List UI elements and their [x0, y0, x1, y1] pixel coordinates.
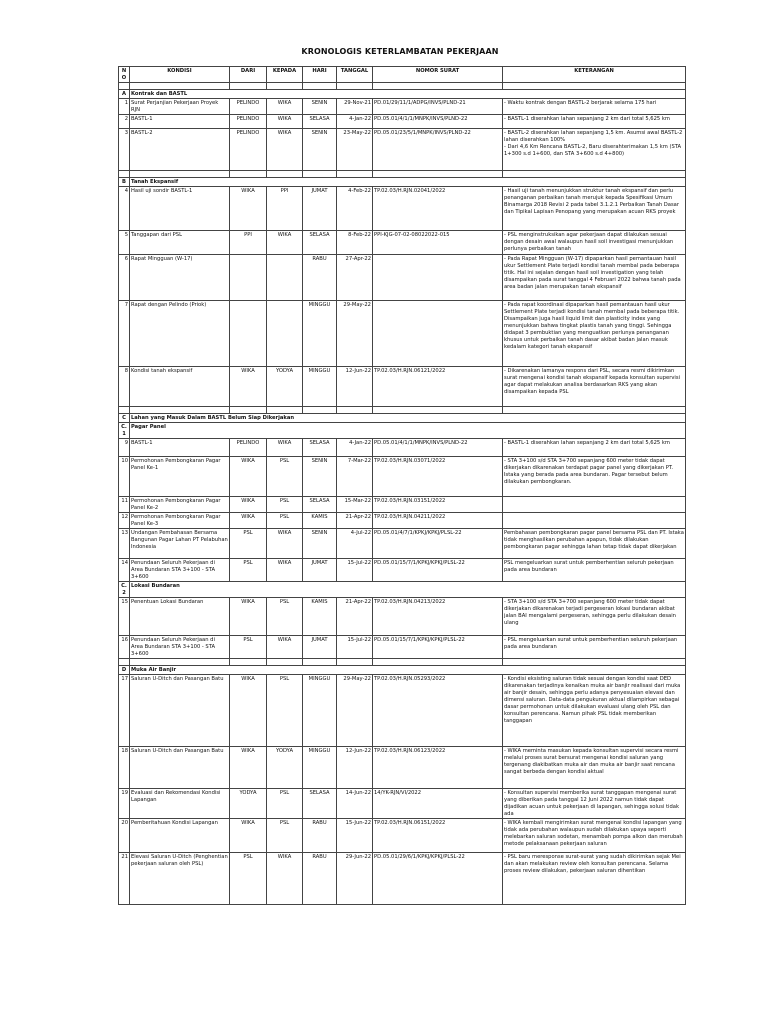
col-header-dari: DARI: [230, 67, 267, 83]
table-row: [119, 99, 686, 115]
kondisi-cell: Surat Perjanjian Pekerjaan Proyek RJN: [130, 99, 230, 115]
kepada-cell: WIKA: [267, 529, 303, 559]
hari-cell: SELASA: [303, 439, 337, 457]
section-header: [119, 414, 686, 423]
row-number: 3: [119, 129, 130, 171]
nomor-surat-cell: TP.02.03/H.RJN.02041/2022: [373, 187, 503, 231]
kondisi-cell: BASTL-2: [130, 129, 230, 171]
keterangan-cell: [503, 789, 686, 819]
row-number: 12: [119, 513, 130, 529]
row-number: 21: [119, 853, 130, 905]
dari-cell: [230, 255, 267, 301]
dari-cell: WIKA: [230, 187, 267, 231]
subsection-header-title: Pagar Panel: [130, 423, 686, 439]
subsection-header: [119, 423, 686, 439]
hari-cell: RABU: [303, 255, 337, 301]
keterangan-line: Pembahasan pembongkaran pagar panel bersama PSL dan PT. Istaka tidak menghasilkan perubahan apapun, tidak dilakukan pembongkaran pagar sehingga lahan tetap tidak dapat dikerjakan: [504, 530, 684, 550]
hari-cell: JUMAT: [303, 559, 337, 582]
keterangan-cell: [503, 301, 686, 367]
table-row: [119, 129, 686, 171]
keterangan-line: - Dari 4,6 Km Rencana BASTL-2, Baru diserahterimakan 1,5 km (STA 1+300 s.d 1+600, dan STA 3+600 s.d 4+800): [504, 144, 682, 157]
nomor-surat-cell: TP.02.03/H.RJN.06121/2022: [373, 367, 503, 407]
hari-cell: SELASA: [303, 115, 337, 129]
col-header-keterangan: KETERANGAN: [503, 67, 686, 83]
row-number: 11: [119, 497, 130, 513]
keterangan-line: - WIKA kembali mengirimkan surat mengenai kondisi lapangan yang tidak ada perubahan walaupun sudah dilakukan upaya seperti melebarkan saluran sodetan, menambah pompa alkon dan merubah metode pelaksanaan pekerjaan saluran: [504, 820, 683, 847]
keterangan-line: - PSL baru meresponse surat-surat yang sudah dikirimkan sejak Mei dan akan melakukan review oleh konsultan perencana. Selama proses review dilakukan, pekerjaan saluran dihentikan: [504, 854, 681, 874]
kondisi-cell: Permohonan Pembongkaran Pagar Panel Ke-1: [130, 457, 230, 497]
nomor-surat-cell: PD.01/29/11/1/ADPG/INVS/PLND-21: [373, 99, 503, 115]
subsection-header: [119, 582, 686, 598]
table-row: [119, 439, 686, 457]
row-number: 18: [119, 747, 130, 789]
keterangan-line: - Hasil uji tanah menunjukkan struktur tanah ekspansif dan perlu penanganan perbaikan tanah merujuk kepada Spesifikasi Umum Binamarga 2018 Revisi 2 pada tabel 3.1.2.1 Perbaikan Tanah Dasar dan Tipikal Lapisan Penopang yang merupakan acuan RKS proyek: [504, 188, 679, 215]
kepada-cell: [267, 255, 303, 301]
kondisi-cell: Tanggapan dari PSL: [130, 231, 230, 255]
tanggal-cell: 15-Mar-22: [337, 497, 373, 513]
dari-cell: PSL: [230, 529, 267, 559]
section-header: [119, 90, 686, 99]
keterangan-cell: [503, 513, 686, 529]
spacer-row: [119, 659, 686, 666]
kondisi-cell: Permohonan Pembongkaran Pagar Panel Ke-3: [130, 513, 230, 529]
nomor-surat-cell: PD.05.01/4/1/1/MNPK/INVS/PLND-22: [373, 439, 503, 457]
keterangan-line: - WIKA meminta masukan kepada konsultan supervisi secara resmi melalui proses surat bersurat mengenai kondisi saluran yang tergenang diakibatkan muka air dan muka air banjir saat rencana sangat berbeda dengan kondisi aktual: [504, 748, 679, 775]
dari-cell: YODYA: [230, 789, 267, 819]
table-row: [119, 457, 686, 497]
table-row: [119, 747, 686, 789]
dari-cell: PELINDO: [230, 99, 267, 115]
nomor-surat-cell: [373, 255, 503, 301]
table-row: [119, 115, 686, 129]
subsection-header-code: C.1: [119, 423, 130, 439]
dari-cell: WIKA: [230, 513, 267, 529]
nomor-surat-cell: 14/YK-RJN/VI/2022: [373, 789, 503, 819]
tanggal-cell: 27-Apr-22: [337, 255, 373, 301]
dari-cell: PELINDO: [230, 129, 267, 171]
keterangan-cell: [503, 598, 686, 636]
hari-cell: KAMIS: [303, 513, 337, 529]
kondisi-cell: Undangan Pembahasan Bersama Bangunan Pagar Lahan PT Pelabuhan Indonesia: [130, 529, 230, 559]
table-row: [119, 529, 686, 559]
kepada-cell: WIKA: [267, 99, 303, 115]
keterangan-cell: [503, 129, 686, 171]
nomor-surat-cell: PD.05.01/23/5/1/MNPK/INVS/PLND-22: [373, 129, 503, 171]
keterangan-line: - BASTL-1 diserahkan lahan sepanjang 2 km dari total 5,625 km: [504, 440, 670, 446]
row-number: 16: [119, 636, 130, 659]
dari-cell: WIKA: [230, 457, 267, 497]
nomor-surat-cell: PD.05.01/29/6/1/KPKJ/KPKJ/PLSL-22: [373, 853, 503, 905]
keterangan-cell: [503, 853, 686, 905]
row-number: 20: [119, 819, 130, 853]
keterangan-line: - PSL mengeluarkan surat untuk pemberhentian seluruh pekerjaan pada area bundaran: [504, 637, 678, 650]
kepada-cell: PSL: [267, 819, 303, 853]
row-number: 4: [119, 187, 130, 231]
dari-cell: PSL: [230, 559, 267, 582]
kepada-cell: WIKA: [267, 559, 303, 582]
row-number: 6: [119, 255, 130, 301]
nomor-surat-cell: [373, 301, 503, 367]
subsection-header-code: C.2: [119, 582, 130, 598]
kondisi-cell: Evaluasi dan Rekomendasi Kondisi Lapangan: [130, 789, 230, 819]
kondisi-cell: Elevasi Saluran U-Ditch (Penghentian pekerjaan saluran oleh PSL): [130, 853, 230, 905]
section-header-code: B: [119, 178, 130, 187]
table-row: [119, 231, 686, 255]
hari-cell: SELASA: [303, 231, 337, 255]
tanggal-cell: 21-Apr-22: [337, 598, 373, 636]
dari-cell: WIKA: [230, 367, 267, 407]
kepada-cell: PSL: [267, 675, 303, 747]
dari-cell: PELINDO: [230, 115, 267, 129]
keterangan-line: - STA 3+100 s/d STA 3+700 sepanjang 600 meter tidak dapat dikerjakan dikarenakan terdapat pagar panel yang dikerjakan PT. Istaka yang berada pada area bundaran. Pagar tersebut belum dilakukan pembongkaran.: [504, 458, 674, 485]
tanggal-cell: 12-Jun-22: [337, 367, 373, 407]
chronology-sheet: [118, 66, 685, 905]
row-number: 9: [119, 439, 130, 457]
nomor-surat-cell: PD.05.01/15/7/1/KPKJ/KPKJ/PLSL-22: [373, 636, 503, 659]
spacer-row: [119, 407, 686, 414]
tanggal-cell: 4-Jan-22: [337, 115, 373, 129]
kondisi-cell: Hasil uji sondir BASTL-1: [130, 187, 230, 231]
spacer-row: [119, 171, 686, 178]
kondisi-cell: BASTL-1: [130, 439, 230, 457]
kepada-cell: WIKA: [267, 439, 303, 457]
keterangan-cell: [503, 636, 686, 659]
col-header-kondisi: KONDISI: [130, 67, 230, 83]
tanggal-cell: 8-Feb-22: [337, 231, 373, 255]
tanggal-cell: 21-Apr-22: [337, 513, 373, 529]
tanggal-cell: 23-May-22: [337, 129, 373, 171]
dari-cell: WIKA: [230, 675, 267, 747]
section-header: [119, 178, 686, 187]
row-number: 13: [119, 529, 130, 559]
keterangan-cell: [503, 187, 686, 231]
table-row: [119, 513, 686, 529]
nomor-surat-cell: PD.05.01/4/7/1/KPKJ/KPKJ/PLSL-22: [373, 529, 503, 559]
hari-cell: MINGGU: [303, 675, 337, 747]
keterangan-line: - Waktu kontrak dengan BASTL-2 berjarak selama 175 hari: [504, 100, 657, 106]
section-header-title: Tanah Ekspansif: [130, 178, 686, 187]
keterangan-cell: [503, 255, 686, 301]
tanggal-cell: 29-May-22: [337, 301, 373, 367]
hari-cell: KAMIS: [303, 598, 337, 636]
hari-cell: JUMAT: [303, 187, 337, 231]
row-number: 7: [119, 301, 130, 367]
kepada-cell: PSL: [267, 497, 303, 513]
table-row: [119, 367, 686, 407]
keterangan-cell: [503, 439, 686, 457]
kondisi-cell: Penentuan Lokasi Bundaran: [130, 598, 230, 636]
tanggal-cell: 15-Jun-22: [337, 819, 373, 853]
kondisi-cell: Kondisi tanah ekspansif: [130, 367, 230, 407]
kepada-cell: PSL: [267, 457, 303, 497]
tanggal-cell: 15-Jul-22: [337, 559, 373, 582]
table-row: [119, 675, 686, 747]
row-number: 2: [119, 115, 130, 129]
header-row: [119, 67, 686, 83]
kondisi-cell: Rapat Mingguan (W-17): [130, 255, 230, 301]
hari-cell: MINGGU: [303, 747, 337, 789]
keterangan-cell: [503, 675, 686, 747]
section-header-code: A: [119, 90, 130, 99]
dari-cell: WIKA: [230, 819, 267, 853]
hari-cell: RABU: [303, 853, 337, 905]
tanggal-cell: 14-Jun-22: [337, 789, 373, 819]
tanggal-cell: 15-Jul-22: [337, 636, 373, 659]
keterangan-cell: [503, 231, 686, 255]
kepada-cell: PSL: [267, 598, 303, 636]
kepada-cell: PPI: [267, 187, 303, 231]
col-header-kepada: KEPADA: [267, 67, 303, 83]
kepada-cell: WIKA: [267, 636, 303, 659]
kepada-cell: [267, 301, 303, 367]
row-number: 1: [119, 99, 130, 115]
row-number: 14: [119, 559, 130, 582]
dari-cell: PSL: [230, 636, 267, 659]
table-row: [119, 255, 686, 301]
hari-cell: SELASA: [303, 789, 337, 819]
kepada-cell: PSL: [267, 513, 303, 529]
section-header-title: Lahan yang Masuk Dalam BASTL Belum Siap Dikerjakan: [130, 414, 686, 423]
tanggal-cell: 29-Jun-22: [337, 853, 373, 905]
row-number: 5: [119, 231, 130, 255]
section-header: [119, 666, 686, 675]
dari-cell: WIKA: [230, 598, 267, 636]
kondisi-cell: Pemberitahuan Kondisi Lapangan: [130, 819, 230, 853]
kepada-cell: WIKA: [267, 129, 303, 171]
tanggal-cell: 29-May-22: [337, 675, 373, 747]
keterangan-cell: [503, 115, 686, 129]
table-row: [119, 497, 686, 513]
keterangan-line: - PSL menginstruksikan agar pekerjaan dapat dilakukan sesuai dengan desain awal walaupun hasil soil investigasi menunjukkan perlunya perbaikan tanah: [504, 232, 674, 252]
keterangan-cell: [503, 747, 686, 789]
keterangan-line: - Pada rapat koordinasi dipaparkan hasil pemantauan hasil ukur Settlement Plate terjadi kondisi tanah membal pada beberapa titik. Disampaikan juga hasil liquid limit dan plasticity index yang menunjukkan bahwa tingkat plastis tanah yang tinggi. Sehingga didapat 3 pembuktian yang menguatkan perlunya penanganan khusus untuk perbaikan tanah dasar akibat badan jalan masuk kedalam kategori tanah ekspansif: [504, 302, 680, 350]
section-header-title: Muka Air Banjir: [130, 666, 686, 675]
subsection-header-title: Lokasi Bundaran: [130, 582, 686, 598]
tanggal-cell: 4-Jul-22: [337, 529, 373, 559]
keterangan-line: PSL mengeluarkan surat untuk pemberhentian seluruh pekerjaan pada area bundaran: [504, 560, 674, 573]
keterangan-cell: [503, 367, 686, 407]
keterangan-line: - STA 3+100 s/d STA 3+700 sepanjang 600 meter tidak dapat dikerjakan dikarenakan terjadi pergeseran lokasi bundaran akibat jalan BAI mengalami pergeseran, sehingga perlu dilakukan desain ulang: [504, 599, 676, 626]
dari-cell: PSL: [230, 853, 267, 905]
hari-cell: SENIN: [303, 457, 337, 497]
hari-cell: MINGGU: [303, 301, 337, 367]
kondisi-cell: Saluran U-Ditch dan Pasangan Batu: [130, 675, 230, 747]
table-row: [119, 789, 686, 819]
hari-cell: SENIN: [303, 529, 337, 559]
kepada-cell: WIKA: [267, 115, 303, 129]
dari-cell: PELINDO: [230, 439, 267, 457]
dari-cell: WIKA: [230, 497, 267, 513]
keterangan-line: - Dikarenakan lamanya respons dari PSL, secara resmi dikirimkan surat mengenai kondisi tanah ekspansif kepada konsultan supervisi agar dapat melakukan analisa berdasarkan RKS yang akan disampaikan kepada PSL: [504, 368, 680, 395]
col-header-nomor-surat: NOMOR SURAT: [373, 67, 503, 83]
tanggal-cell: 12-Jun-22: [337, 747, 373, 789]
table-row: [119, 598, 686, 636]
section-header-title: Kontrak dan BASTL: [130, 90, 686, 99]
hari-cell: MINGGU: [303, 367, 337, 407]
nomor-surat-cell: TP.02.03/H.RJN.06151/2022: [373, 819, 503, 853]
dari-cell: PPI: [230, 231, 267, 255]
table-row: [119, 819, 686, 853]
col-header-hari: HARI: [303, 67, 337, 83]
nomor-surat-cell: PPI-KJG-07-02-08022022-015: [373, 231, 503, 255]
row-number: 19: [119, 789, 130, 819]
keterangan-line: - BASTL-1 diserahkan lahan sepanjang 2 km dari total 5,625 km: [504, 116, 670, 122]
kondisi-cell: Penundaan Seluruh Pekerjaan di Area Bundaran STA 3+100 - STA 3+600: [130, 559, 230, 582]
hari-cell: JUMAT: [303, 636, 337, 659]
kondisi-cell: Penundaan Seluruh Pekerjaan di Area Bundaran STA 3+100 - STA 3+600: [130, 636, 230, 659]
keterangan-cell: [503, 819, 686, 853]
chronology-table: [118, 66, 686, 905]
document-title: KRONOLOGIS KETERLAMBATAN PEKERJAAN: [301, 47, 499, 56]
keterangan-cell: [503, 559, 686, 582]
dari-cell: [230, 301, 267, 367]
table-row: [119, 301, 686, 367]
nomor-surat-cell: PD.05.01/4/1/1/MNPK/INVS/PLND-22: [373, 115, 503, 129]
section-header-code: C: [119, 414, 130, 423]
table-row: [119, 636, 686, 659]
kepada-cell: PSL: [267, 789, 303, 819]
row-number: 17: [119, 675, 130, 747]
nomor-surat-cell: TP.02.03/H.RJN.03071/2022: [373, 457, 503, 497]
col-header-tanggal: TANGGAL: [337, 67, 373, 83]
kondisi-cell: Saluran U-Ditch dan Pasangan Batu: [130, 747, 230, 789]
keterangan-line: - BASTL-2 diserahkan lahan sepanjang 1,5 km. Asumsi awal BASTL-2 lahan diserahkan 100%: [504, 130, 683, 143]
keterangan-cell: [503, 529, 686, 559]
hari-cell: SENIN: [303, 99, 337, 115]
kepada-cell: YODYA: [267, 747, 303, 789]
hari-cell: SELASA: [303, 497, 337, 513]
keterangan-line: - Pada Rapat Mingguan (W-17) dipaparkan hasil pemantauan hasil ukur Settlement Plate terjadi kondisi tanah membal pada beberapa titik. Hal ini sejalan dengan hasil soil investigation yang telah disampaikan pada surat tanggal 4 Februari 2022 bahwa tanah pada area badan jalan merupakan tanah ekspansif: [504, 256, 681, 290]
section-header-code: D: [119, 666, 130, 675]
kepada-cell: YODYA: [267, 367, 303, 407]
kepada-cell: WIKA: [267, 853, 303, 905]
nomor-surat-cell: TP.02.03/H.RJN.03151/2022: [373, 497, 503, 513]
nomor-surat-cell: TP.02.03/H.RJN.04211/2022: [373, 513, 503, 529]
keterangan-line: - Konsultan supervisi memberika surat tanggapan mengenai surat yang diberikan pada tanggal 12 Juni 2022 namun tidak dapat dijadikan acuan untuk pekerjaan di lapangan, sehingga solusi tidak ada: [504, 790, 679, 817]
row-number: 15: [119, 598, 130, 636]
table-row: [119, 559, 686, 582]
table-row: [119, 853, 686, 905]
dari-cell: WIKA: [230, 747, 267, 789]
nomor-surat-cell: TP.02.03/H.RJN.05293/2022: [373, 675, 503, 747]
keterangan-cell: [503, 497, 686, 513]
kondisi-cell: BASTL-1: [130, 115, 230, 129]
row-number: 10: [119, 457, 130, 497]
tanggal-cell: 4-Jan-22: [337, 439, 373, 457]
keterangan-line: - Kondisi eksisting saluran tidak sesuai dengan kondisi saat DED dikarenakan terjadinya kenaikan muka air banjir realisasi dari muka air banjir desain, sehingga perlu adanya penyesuaian elevasi dan dimensi saluran. Data-data pengukuran aktual dilampirkan sebagai dasar permohonan untuk dilakukan evaluasi ulang oleh PSL dan konsultan perencana. Namun pihak PSL tidak memberikan tanggapan: [504, 676, 681, 724]
kondisi-cell: Rapat dengan Pelindo (Priok): [130, 301, 230, 367]
nomor-surat-cell: PD.05.01/15/7/1/KPKJ/KPKJ/PLSL-22: [373, 559, 503, 582]
spacer-row: [119, 83, 686, 90]
row-number: 8: [119, 367, 130, 407]
tanggal-cell: 29-Nov-21: [337, 99, 373, 115]
keterangan-cell: [503, 457, 686, 497]
kondisi-cell: Permohonan Pembongkaran Pagar Panel Ke-2: [130, 497, 230, 513]
table-body: [119, 83, 686, 905]
kepada-cell: WIKA: [267, 231, 303, 255]
nomor-surat-cell: TP.02.03/H.RJN.04213/2022: [373, 598, 503, 636]
keterangan-cell: [503, 99, 686, 115]
tanggal-cell: 7-Mar-22: [337, 457, 373, 497]
table-row: [119, 187, 686, 231]
col-header-no: NO: [119, 67, 130, 83]
hari-cell: RABU: [303, 819, 337, 853]
hari-cell: SENIN: [303, 129, 337, 171]
nomor-surat-cell: TP.02.03/H.RJN.06123/2022: [373, 747, 503, 789]
tanggal-cell: 4-Feb-22: [337, 187, 373, 231]
